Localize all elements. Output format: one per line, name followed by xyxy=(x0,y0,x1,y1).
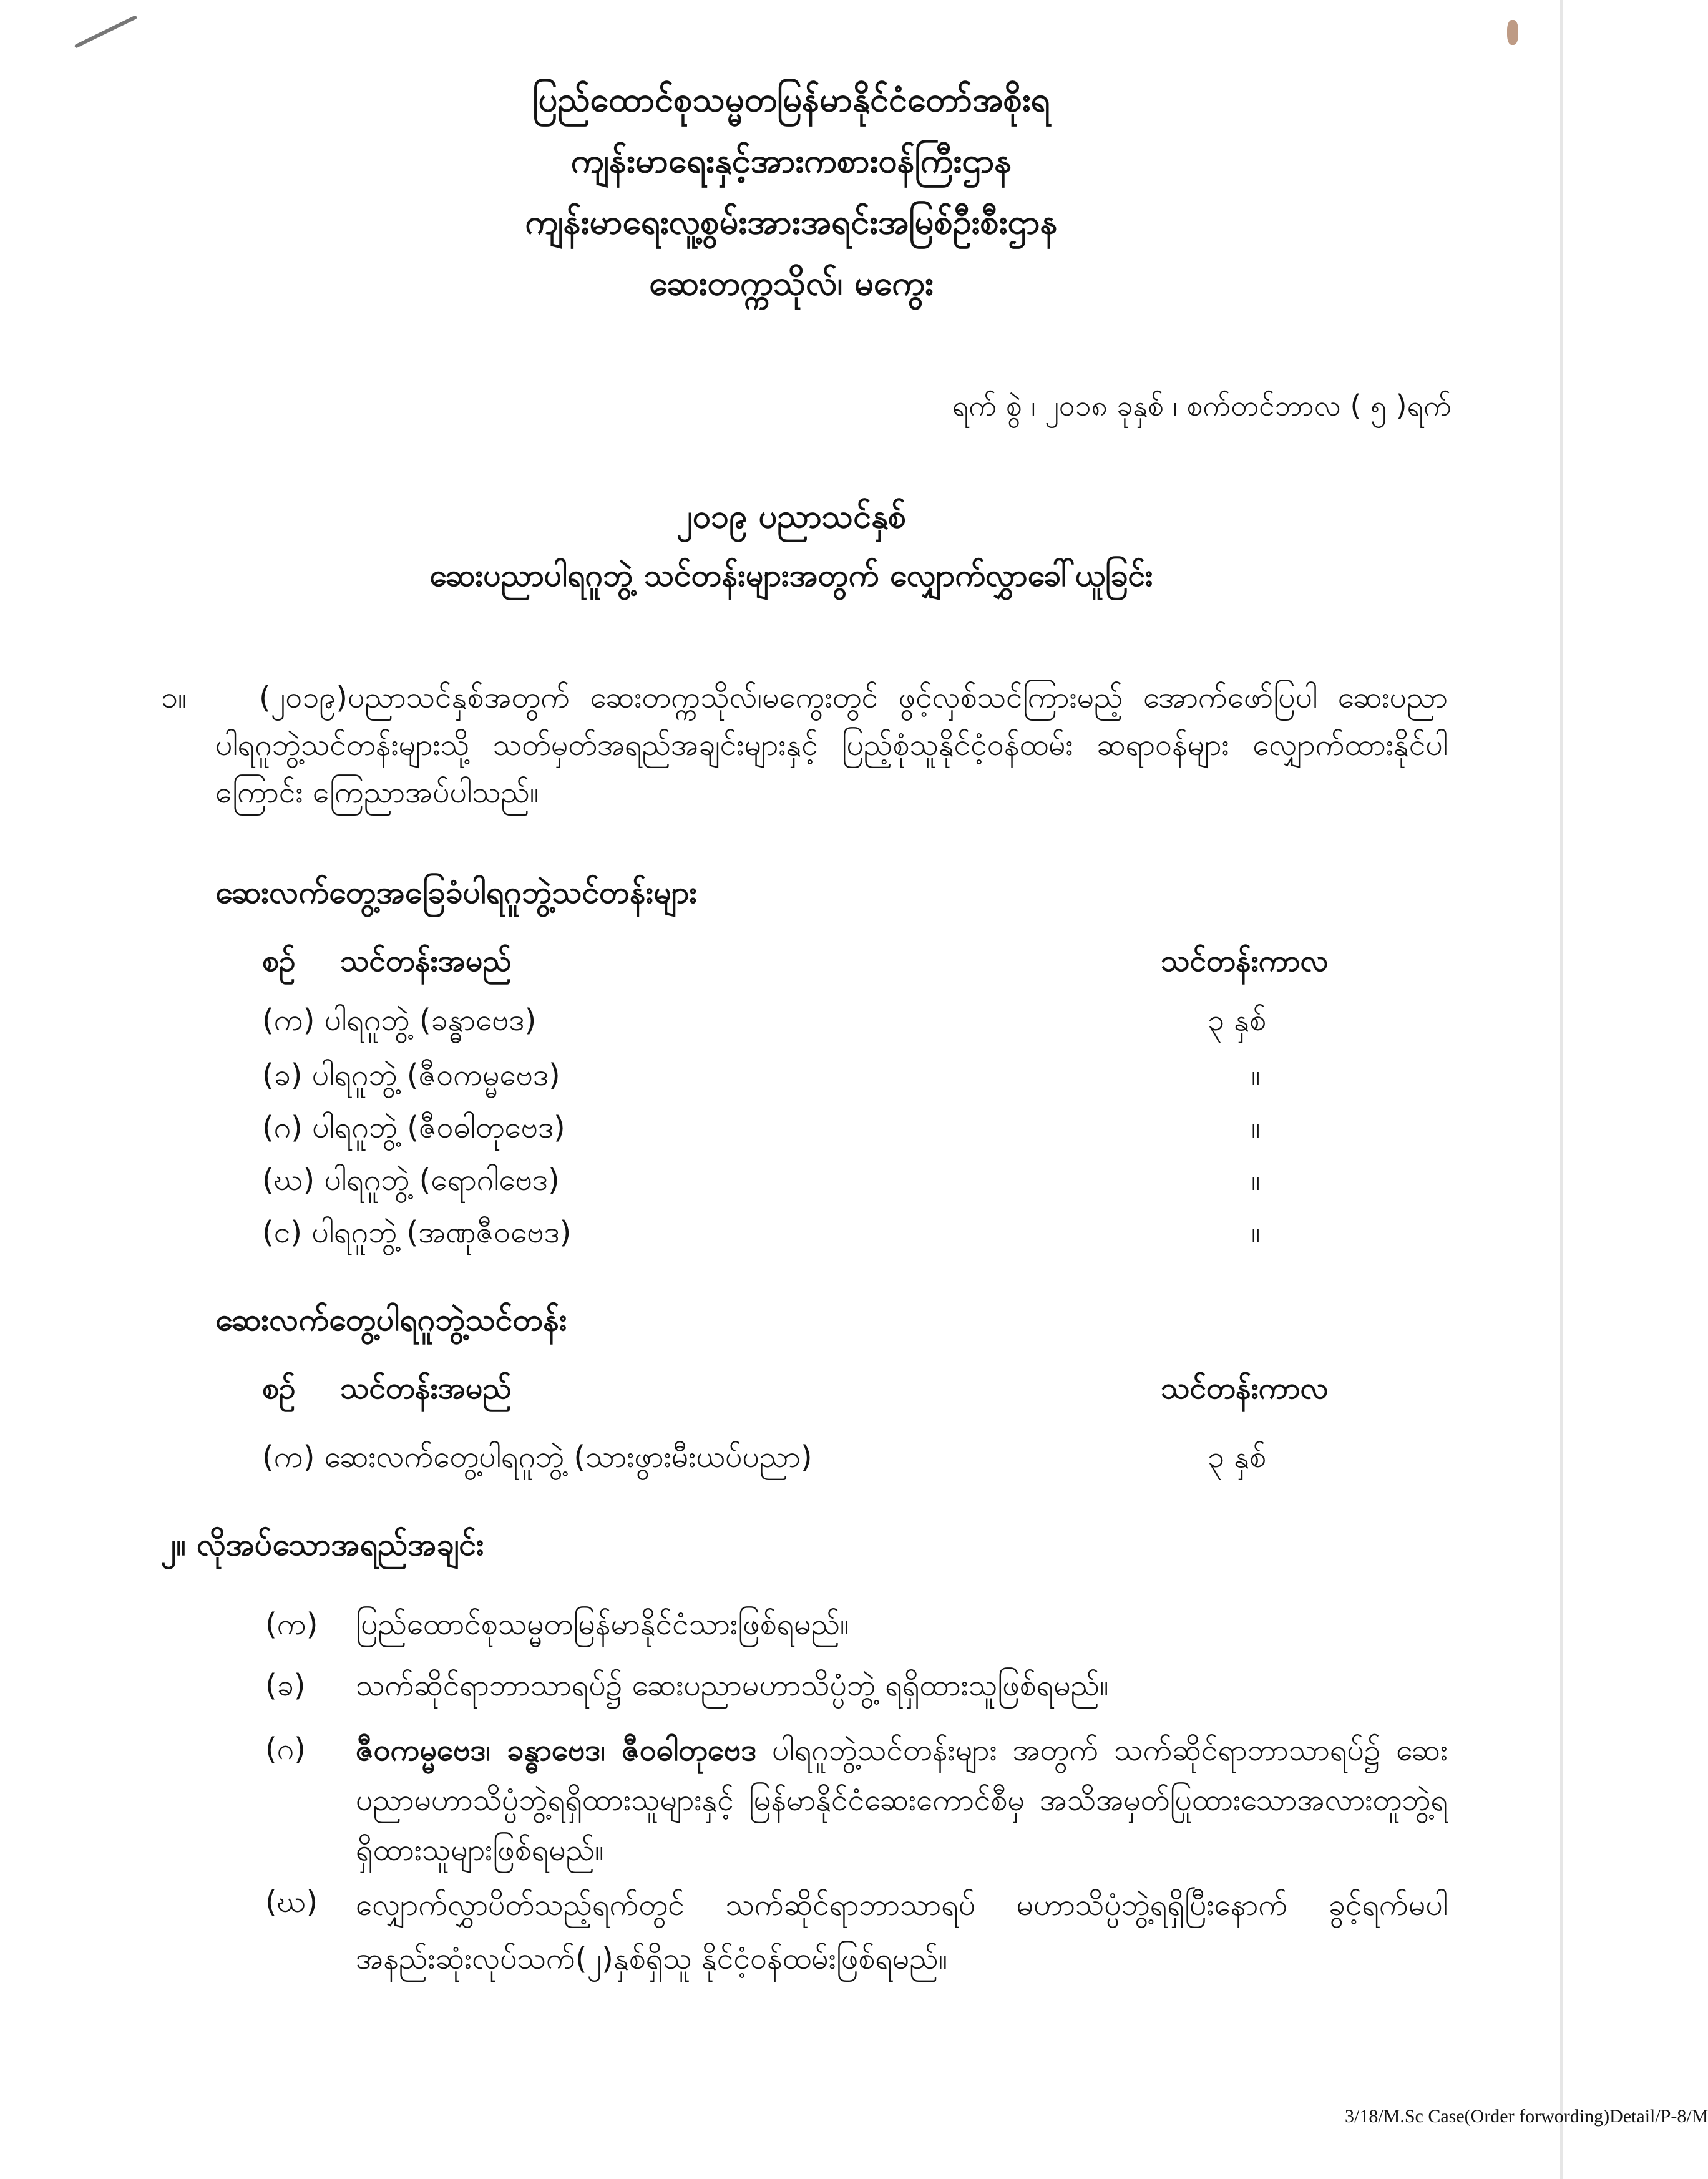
requirement-marker-1: (က) xyxy=(265,1607,318,1642)
requirement-marker-4: (ဃ) xyxy=(265,1884,318,1919)
requirement-marker-2: (ခ) xyxy=(265,1668,306,1703)
basic-course-duration-2: ။ xyxy=(1251,1058,1261,1093)
subject-line-2: ဆေးပညာပါရဂူဘွဲ့ သင်တန်းများအတွက် လျှောက်လွှာခေါ်ယူခြင်း xyxy=(429,557,1153,593)
clinical-courses-heading: ဆေးလက်တွေ့ပါရဂူဘွဲ့သင်တန်း xyxy=(215,1302,567,1338)
clinical-col-no: စဉ် xyxy=(262,1371,296,1406)
document-date: ရက် စွဲ ၊ ၂၀၁၈ ခုနှစ် ၊ စက်တင်ဘာလ ( ၅ )ရက် xyxy=(952,389,1452,422)
requirement-text-3 xyxy=(356,1725,1448,1875)
requirement-text-4: လျှောက်လွှာပိတ်သည့်ရက်တွင် သက်ဆိုင်ရာဘာသာရပ် မဟာသိပ္ပံဘွဲ့ရရှိပြီးနောက် ခွင့်ရက်မပါ အနည်းဆုံးလုပ်သက်(၂)နှစ်ရှိသူ နိုင်ငံ့ဝန်ထမ်းဖြစ်ရမည်။ xyxy=(356,1888,1448,1976)
requirement-3-rest: ပါရဂူဘွဲ့သင်တန်းများ အတွက် သက်ဆိုင်ရာဘာသာရပ်၌ ဆေးပညာမဟာသိပ္ပံဘွဲ့ရရှိထားသူများနှင့် မြန်မာနိုင်ငံဆေးကောင်စီမှ အသိအမှတ်ပြုထားသောအလားတူဘွဲ့ရရှိထားသူများဖြစ်ရမည်။ xyxy=(356,1733,1448,1868)
basic-course-row-4: (ဃ) ပါရဂူဘွဲ့ (ရောဂါဗေဒ) xyxy=(262,1163,560,1197)
clinical-col-name: သင်တန်းအမည် xyxy=(340,1371,512,1406)
clinical-col-duration: သင်တန်းကာလ xyxy=(1161,1371,1329,1406)
subject-line-1: ၂၀၁၉ ပညာသင်နှစ် xyxy=(676,498,906,535)
clinical-course-duration-1: ၃ နှစ် xyxy=(1208,1440,1267,1475)
pen-stroke-mark xyxy=(74,15,137,49)
footer-reference: 3/18/M.Sc Case(Order forwording)Detail/P-8/M xyxy=(1345,2106,1708,2127)
requirement-3-bold-subjects: ဇီဝကမ္မဗေဒ၊ ခန္ဓာဗေဒ၊ ဇီဝဓါတုဗေဒ xyxy=(356,1733,757,1768)
basic-course-row-3: (ဂ) ပါရဂူဘွဲ့ (ဇီဝဓါတုဗေဒ) xyxy=(262,1110,565,1145)
section-1-paragraph: (၂၀၁၉)ပညာသင်နှစ်အတွက် ဆေးတက္ကသိုလ်၊မကွေးတွင် ဖွင့်လှစ်သင်ကြားမည့် အောက်ဖော်ပြပါ ဆေးပညာပါရဂူဘွဲ့သင်တန်းများသို့ သတ်မှတ်အရည်အချင်းများနှင့် ပြည့်စုံသူနိုင်ငံ့ဝန်ထမ်း ဆရာဝန်များ လျှောက်ထားနိုင်ပါကြောင်း ကြေညာအပ်ပါသည်။ xyxy=(215,680,1448,810)
clinical-course-row-1: (က) ဆေးလက်တွေ့ပါရဂူဘွဲ့ (သားဖွားမီးယပ်ပညာ) xyxy=(262,1440,813,1475)
basic-course-duration-1: ၃ နှစ် xyxy=(1208,1003,1267,1038)
corner-stain xyxy=(1507,20,1518,45)
header-line-1: ပြည်ထောင်စုသမ္မတမြန်မာနိုင်ငံတော်အစိုးရ xyxy=(532,80,1050,119)
basic-course-duration-4: ။ xyxy=(1251,1163,1261,1197)
basic-col-duration: သင်တန်းကာလ xyxy=(1161,943,1329,978)
header-line-3: ကျန်းမာရေးလူ့စွမ်းအားအရင်းအမြစ်ဦးစီးဌာန xyxy=(525,202,1058,241)
section-2-heading: ၂။ လိုအပ်သောအရည်အချင်း xyxy=(161,1526,484,1562)
basic-col-name: သင်တန်းအမည် xyxy=(340,943,512,978)
header-line-2: ကျန်းမာရေးနှင့်အားကစားဝန်ကြီးဌာန xyxy=(570,141,1012,180)
requirement-marker-3: (ဂ) xyxy=(265,1732,306,1767)
basic-course-row-2: (ခ) ပါရဂူဘွဲ့ (ဇီဝကမ္မဗေဒ) xyxy=(262,1058,560,1093)
basic-course-row-5: (င) ပါရဂူဘွဲ့ (အဏုဇီဝဗေဒ) xyxy=(262,1215,572,1250)
requirement-text-1: ပြည်ထောင်စုသမ္မတမြန်မာနိုင်ငံသားဖြစ်ရမည်။ xyxy=(356,1607,849,1642)
section-1-number: ၁။ xyxy=(161,680,187,715)
basic-courses-heading: ဆေးလက်တွေ့အခြေခံပါရဂူဘွဲ့သင်တန်းများ xyxy=(215,874,698,910)
requirement-text-2: သက်ဆိုင်ရာဘာသာရပ်၌ ဆေးပညာမဟာသိပ္ပံဘွဲ့ ရရှိထားသူဖြစ်ရမည်။ xyxy=(356,1668,1109,1703)
basic-course-duration-3: ။ xyxy=(1251,1110,1261,1145)
header-line-4: ဆေးတက္ကသိုလ်၊ မကွေး xyxy=(649,263,934,303)
scan-edge xyxy=(1560,0,1563,2179)
basic-course-row-1: (က) ပါရဂူဘွဲ့ (ခန္ဓာဗေဒ) xyxy=(262,1003,537,1038)
basic-col-no: စဉ် xyxy=(262,943,296,978)
basic-course-duration-5: ။ xyxy=(1251,1215,1261,1250)
